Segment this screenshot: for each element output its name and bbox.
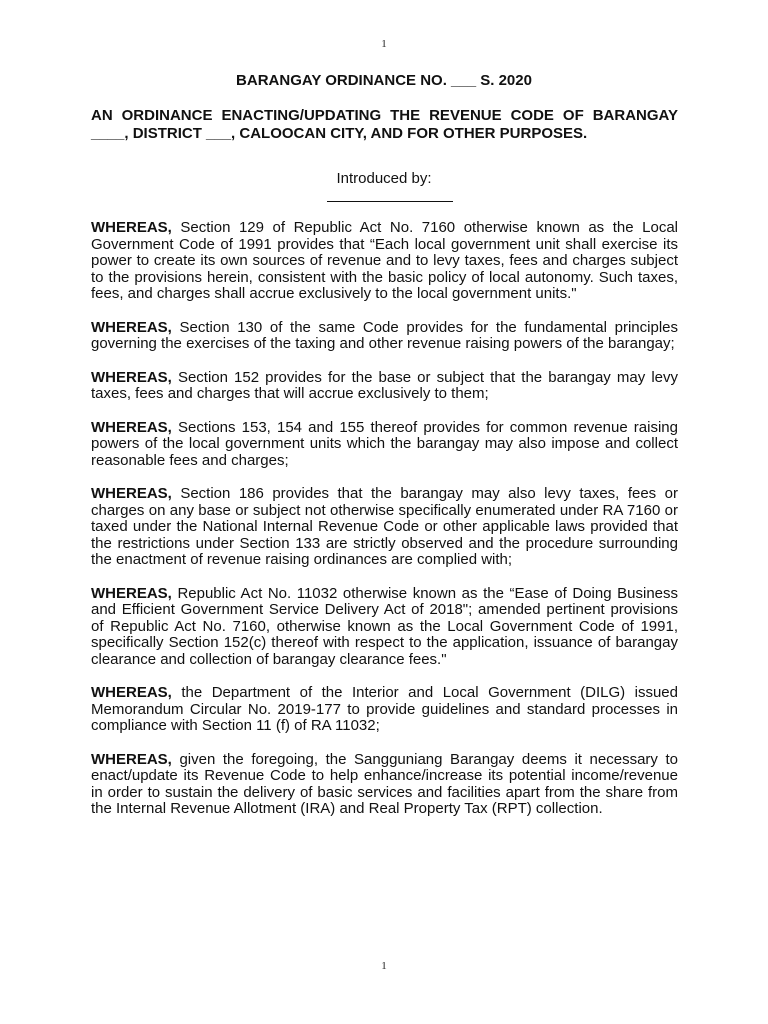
clause-text: Section 152 provides for the base or subject that the barangay may levy taxes, fees and charges that will accrue exclusively to them;	[91, 368, 678, 402]
whereas-clause	[91, 486, 678, 569]
clause-keyword: WHEREAS,	[91, 368, 172, 386]
clause-keyword: WHEREAS,	[91, 750, 172, 768]
whereas-clause	[91, 586, 678, 669]
introduced-by-label: Introduced by:	[336, 170, 432, 187]
whereas-clauses	[91, 220, 678, 835]
clause-text: Sections 153, 154 and 155 thereof provides for common revenue raising powers of the local government units which the barangay may also impose and collect reasonable fees and charges;	[91, 418, 678, 469]
clause-keyword: WHEREAS,	[91, 418, 172, 436]
ordinance-title: BARANGAY ORDINANCE NO. ___ S. 2020	[236, 72, 532, 89]
whereas-clause	[91, 752, 678, 818]
clause-text: Republic Act No. 11032 otherwise known as the “Ease of Doing Business and Efficient Government Service Delivery Act of 2018"; amended pertinent provisions of Republic Act No. 7160, otherwise known as the Local Government Code of 1991, specifically Section 152(c) thereof with respect to the application, issuance of barangay clearance and collection of barangay clearance fees."	[91, 584, 679, 668]
page-number-bottom: 1	[381, 960, 387, 972]
clause-text: Section 186 provides that the barangay may also levy taxes, fees or charges on any base or subject not otherwise specifically enumerated under RA 7160 or taxed under the National Internal Revenue Code or other applicable laws provided that the restrictions under Section 133 are strictly observed and the procedure surrounding the enactment of revenue raising ordinances are complied with;	[91, 485, 678, 568]
whereas-clause	[91, 420, 678, 470]
clause-keyword: WHEREAS,	[91, 219, 172, 236]
ordinance-subtitle: AN ORDINANCE ENACTING/UPDATING THE REVENUE CODE OF BARANGAY ____, DISTRICT ___, CALOOCAN CITY, AND FOR OTHER PURPOSES.	[91, 107, 678, 142]
clause-keyword: WHEREAS,	[91, 485, 172, 502]
whereas-clause	[91, 220, 678, 303]
whereas-clause	[91, 370, 678, 403]
page-number-top: 1	[381, 38, 387, 50]
clause-text: given the foregoing, the Sangguniang Barangay deems it necessary to enact/update its Revenue Code to help enhance/increase its potential income/revenue in order to sustain the delivery of basic services and facilities apart from the share from the Internal Revenue Allotment (IRA) and Real Property Tax (RPT) collection.	[91, 750, 679, 817]
clause-text: the Department of the Interior and Local Government (DILG) issued Memorandum Circular No. 2019-177 to provide guidelines and standard processes in compliance with Section 11 (f) of RA 11032;	[91, 684, 678, 734]
clause-keyword: WHEREAS,	[91, 684, 172, 701]
clause-text: Section 129 of Republic Act No. 7160 otherwise known as the Local Government Code of 1991 provides that “Each local government unit shall exercise its power to create its own sources of revenue and to levy taxes, fees and charges subject to the provisions herein, consistent with the basic policy of local autonomy. Such taxes, fees, and charges shall accrue exclusively to the local government units."	[91, 219, 678, 302]
whereas-clause	[91, 320, 678, 353]
introduced-by-signature-line	[327, 201, 453, 202]
whereas-clause	[91, 685, 678, 735]
clause-keyword: WHEREAS,	[91, 318, 172, 336]
clause-keyword: WHEREAS,	[91, 584, 172, 602]
clause-text: Section 130 of the same Code provides for the fundamental principles governing the exercises of the taxing and other revenue raising powers of the barangay;	[91, 318, 678, 352]
